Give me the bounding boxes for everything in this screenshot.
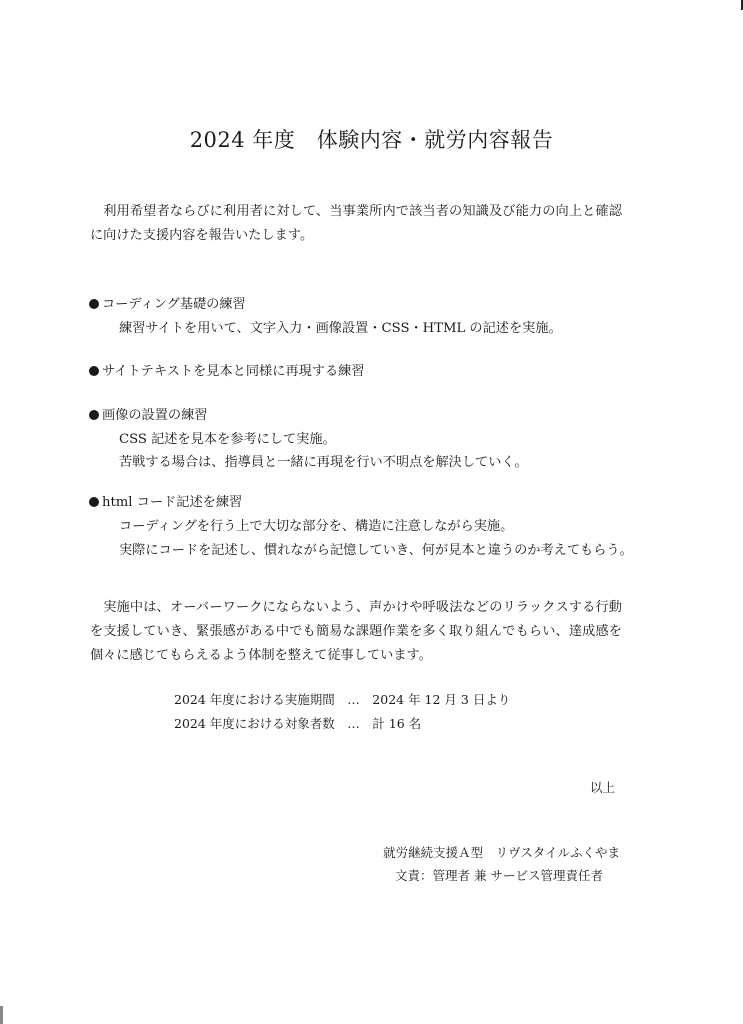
bullet-icon bbox=[89, 497, 99, 507]
section-heading-text: html コード記述を練習 bbox=[102, 495, 243, 510]
bullet-icon bbox=[89, 366, 99, 376]
closing-mark: 以上 bbox=[589, 780, 615, 795]
section-body-line: CSS 記述を見本を参考にして実施。 bbox=[119, 432, 336, 447]
section-heading-text: コーディング基礎の練習 bbox=[102, 297, 246, 312]
section-body-line: 練習サイトを用いて、文字入力・画像設置・CSS・HTML の記述を実施。 bbox=[119, 321, 562, 336]
section-body-line: 苦戦する場合は、指導員と一緒に再現を行い不明点を解決していく。 bbox=[119, 455, 528, 470]
bullet-icon bbox=[89, 410, 99, 420]
section-heading bbox=[89, 360, 365, 379]
scan-edge-mark-bottom bbox=[0, 1006, 3, 1024]
section-body-line: 実際にコードを記述し、慣れながら記憶していき、何が見本と違うのか考えてもらう。 bbox=[119, 543, 633, 558]
section-heading bbox=[89, 491, 242, 510]
section-heading bbox=[89, 293, 246, 312]
bullet-icon bbox=[89, 299, 99, 309]
organization-name: 就労継続支援Ａ型 リヴスタイルふくやま bbox=[383, 845, 620, 860]
section-heading bbox=[89, 404, 208, 423]
section-heading-text: サイトテキストを見本と同様に再現する練習 bbox=[102, 364, 365, 379]
period-info: 2024 年度における実施期間 … 2024 年 12 月 3 日より bbox=[174, 692, 511, 707]
document-title: 2024 年度 体験内容・就労内容報告 bbox=[189, 128, 554, 152]
closing-paragraph: 実施中は、オーバーワークにならないよう、声かけや呼吸法などのリラックスする行動を支援していき、緊張感がある中でも簡易な課題作業を多く取り組んでもらい、達成感を個々に感じてもらえるよう体制を整えて従事しています。 bbox=[90, 600, 622, 663]
intro-paragraph: 利用希望者ならびに利用者に対して、当事業所内で該当者の知識及び能力の向上と確認に向けた支援内容を報告いたします。 bbox=[90, 204, 622, 243]
section-heading-text: 画像の設置の練習 bbox=[102, 408, 208, 423]
count-info: 2024 年度における対象者数 … 計 16 名 bbox=[174, 716, 422, 731]
author-line: 文責：管理者 兼 サービス管理責任者 bbox=[395, 868, 603, 883]
section-body-line: コーディングを行う上で大切な部分を、構造に注意しながら実施。 bbox=[119, 519, 514, 534]
